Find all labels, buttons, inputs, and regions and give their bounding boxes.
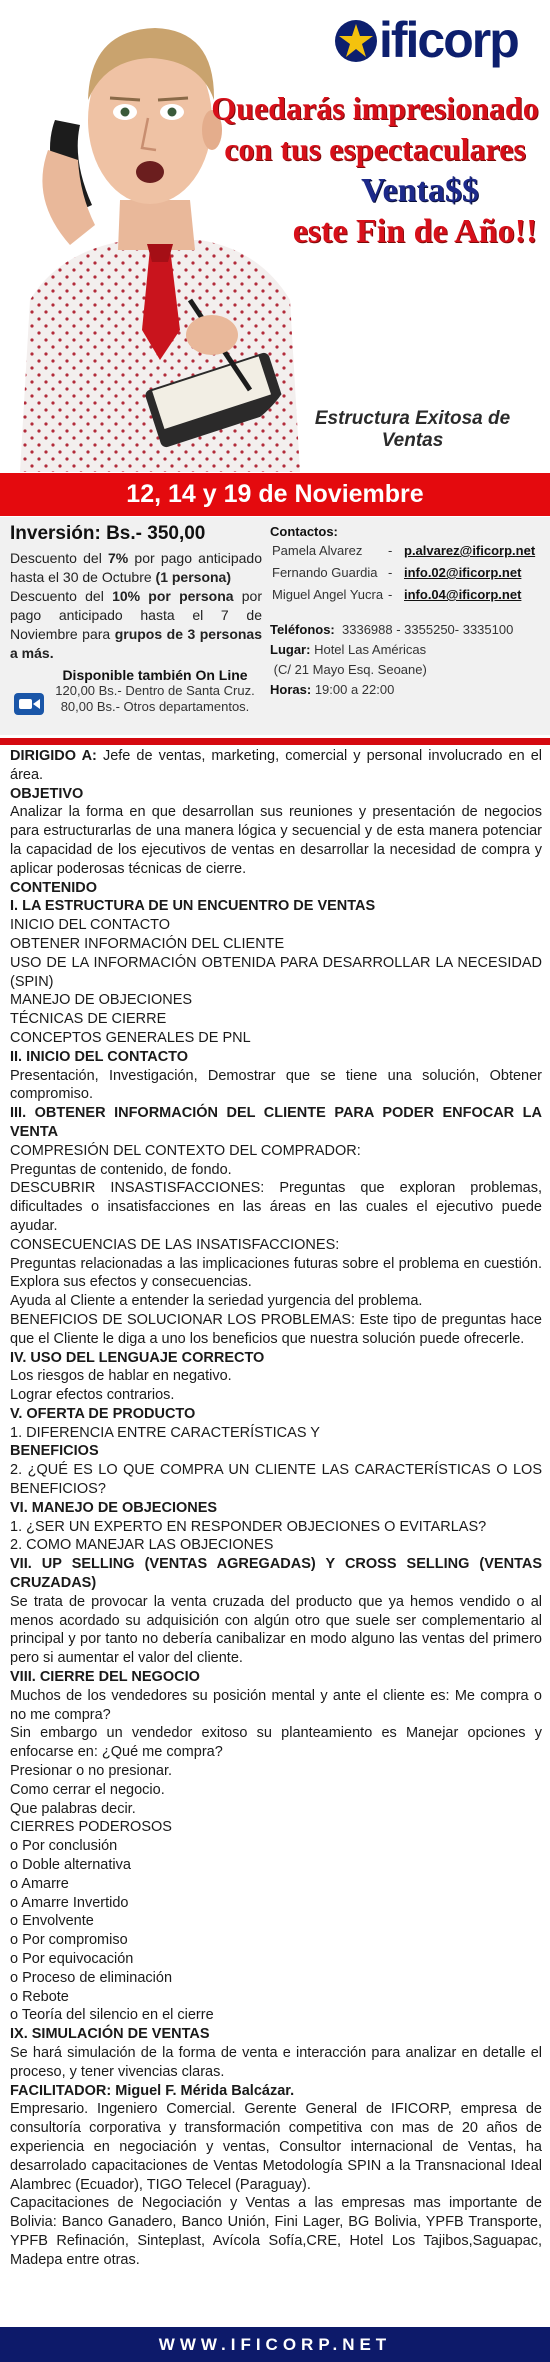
headline-line-3: Venta$$	[361, 172, 479, 209]
body-paragraph: CONCEPTOS GENERALES DE PNL	[10, 1029, 251, 1046]
body-paragraph: MANEJO DE OBJECIONES	[10, 992, 193, 1009]
section-heading: CONTENIDO	[10, 879, 97, 896]
body-paragraph: CONSECUENCIAS DE LAS INSATISFACCIONES:	[10, 1236, 340, 1253]
body-paragraph: o Envolvente	[10, 1913, 94, 1930]
body-paragraph: 2. ¿QUÉ ES LO QUE COMPRA UN CLIENTE LAS CARACTERÍSTICAS O LOS BENEFICIOS?	[10, 1462, 542, 1498]
section-heading: BENEFICIOS	[10, 1443, 99, 1460]
contact-email-link[interactable]: p.alvarez@ificorp.net	[404, 543, 536, 558]
course-content	[10, 747, 542, 2270]
hours-label: Horas:	[270, 682, 312, 697]
section-heading: II. INICIO DEL CONTACTO	[10, 1048, 189, 1065]
body-paragraph: Preguntas de contenido, de fondo.	[10, 1161, 232, 1178]
website-footer[interactable]: WWW.IFICORP.NET	[0, 2327, 550, 2362]
online-block	[10, 667, 262, 727]
body-paragraph: 1. DIFERENCIA ENTRE CARACTERÍSTICAS Y	[10, 1424, 320, 1441]
body-paragraph: Lograr efectos contrarios.	[10, 1387, 175, 1404]
body-paragraph: o Por compromiso	[10, 1932, 128, 1949]
place-row	[270, 640, 545, 660]
contact-dash: -	[388, 543, 393, 558]
video-camera-icon	[14, 693, 44, 715]
section-heading: VIII. CIERRE DEL NEGOCIO	[10, 1669, 200, 1686]
tagline: Estructura Exitosa de Ventas	[314, 408, 511, 451]
online-text	[48, 667, 262, 715]
phones-label: Teléfonos:	[270, 622, 335, 637]
headline-line-4: este Fin de Año!!	[292, 213, 538, 250]
body-paragraph: INICIO DEL CONTACTO	[10, 917, 171, 934]
body-paragraph: Sin embargo un vendedor exitoso su planteamiento es Manejar opciones y enfocarse en: ¿Qué me compra?	[10, 1725, 542, 1761]
section-heading: V. OFERTA DE PRODUCTO	[10, 1405, 196, 1422]
contact-name: Fernando Guardia	[272, 565, 378, 580]
pricing-block	[10, 523, 262, 663]
body-paragraph: BENEFICIOS DE SOLUCIONAR LOS PROBLEMAS: Este tipo de preguntas hace que el Cliente le diga a uno los beneficios que nuestra solución puede ofrecerle.	[10, 1311, 542, 1347]
discount-early: Descuento del 7% por pago anticipado hasta el 30 de Octubre (1 persona)	[10, 550, 262, 585]
address-row	[270, 660, 545, 680]
body-paragraph: o Amarre	[10, 1875, 69, 1892]
online-title: Disponible también On Line	[62, 667, 248, 683]
contacts-label: Contactos:	[270, 524, 338, 539]
contact-name: Pamela Alvarez	[272, 543, 363, 558]
body-paragraph: Como cerrar el negocio.	[10, 1781, 165, 1798]
body-paragraph: o Por conclusión	[10, 1838, 118, 1855]
body-paragraph: o Teoría del silencio en el cierre	[10, 2007, 214, 2024]
body-paragraph: o Amarre Invertido	[10, 1894, 129, 1911]
body-paragraph: CIERRES PODEROSOS	[10, 1819, 172, 1836]
body-paragraph: Empresario. Ingeniero Comercial. Gerente General de IFICORP, empresa de consultoría corporativa y transformación competitiva con mas de 20 años de experiencia en negociación y ventas, Consultor internacional de Ventas, ha desarrolado capacitaciones de Ventas Metodología SPIN a la Transnacional Ideal Alambrec (Ecuador), TIGO Telecel (Paraguay).	[10, 2101, 542, 2193]
red-divider	[0, 738, 550, 745]
section-heading: IX. SIMULACIÓN DE VENTAS	[10, 2026, 210, 2043]
contact-dash: -	[388, 587, 393, 602]
online-price-local: 120,00 Bs.- Dentro de Santa Cruz.	[55, 683, 255, 698]
body-paragraph	[10, 747, 542, 785]
body-paragraph: Presionar o no presionar.	[10, 1763, 173, 1780]
place: Hotel Las Américas	[314, 642, 427, 657]
body-paragraph: Que palabras decir.	[10, 1800, 136, 1817]
headline-line-1: Quedarás impresionado	[211, 90, 539, 126]
lead-label: DIRIGIDO A:	[10, 748, 97, 764]
phones: 3336988 - 3355250- 3335100	[342, 622, 514, 637]
section-heading: VII. UP SELLING (VENTAS AGREGADAS) Y CROSS SELLING (VENTAS CRUZADAS)	[10, 1556, 542, 1592]
address: (C/ 21 Mayo Esq. Seoane)	[273, 662, 427, 677]
place-label: Lugar:	[270, 642, 311, 657]
contact-block	[270, 523, 545, 700]
info-box	[0, 517, 550, 735]
body-paragraph: Los riesgos de hablar en negativo.	[10, 1368, 232, 1385]
section-heading: VI. MANEJO DE OBJECIONES	[10, 1499, 218, 1516]
body-paragraph: o Por equivocación	[10, 1951, 134, 1967]
hours-row	[270, 680, 545, 700]
hours: 19:00 a 22:00	[314, 682, 395, 697]
contact-row	[270, 562, 545, 584]
section-heading: III. OBTENER INFORMACIÓN DEL CLIENTE PARA PODER ENFOCAR LA VENTA	[10, 1105, 542, 1140]
body-paragraph: o Doble alternativa	[10, 1857, 131, 1874]
body-paragraph: 1. ¿SER UN EXPERTO EN RESPONDER OBJECIONES O EVITARLAS?	[10, 1518, 487, 1535]
lead-text: Jefe de ventas, marketing, comercial y personal involucrado en el área.	[10, 748, 542, 783]
contact-name: Miguel Angel Yucra	[272, 587, 384, 602]
hero-banner	[0, 0, 550, 472]
body-paragraph: o Proceso de eliminación	[10, 1969, 173, 1986]
star-globe-icon	[333, 18, 379, 64]
body-paragraph: Muchos de los vendedores su posición mental y ante el cliente es: Me compra o no me compra?	[10, 1687, 542, 1723]
headline-line-2: con tus espectaculares	[224, 131, 526, 167]
body-paragraph: DESCUBRIR INSASTISFACCIONES: Preguntas que exploran problemas, dificultades o insatisfacciones en las áreas en las cuales el ejecutivo puede ayudar.	[10, 1180, 542, 1234]
section-heading: OBJETIVO	[10, 785, 84, 802]
body-paragraph: OBTENER INFORMACIÓN DEL CLIENTE	[10, 935, 285, 952]
discount-group: Descuento del 10% por persona por pago anticipado hasta el 7 de Noviembre para grupos de 3 personas a más.	[10, 588, 262, 661]
body-paragraph: Ayuda al Cliente a entender la seriedad yurgencia del problema.	[10, 1293, 423, 1310]
body-paragraph: USO DE LA INFORMACIÓN OBTENIDA PARA DESARROLLAR LA NECESIDAD (SPIN)	[10, 954, 542, 990]
section-heading: FACILITADOR: Miguel F. Mérida Balcázar.	[10, 2082, 295, 2099]
section-heading: IV. USO DEL LENGUAJE CORRECTO	[10, 1349, 265, 1366]
contact-email-link[interactable]: info.02@ificorp.net	[404, 565, 522, 580]
body-paragraph: Capacitaciones de Negociación y Ventas a las empresas mas importante de Bolivia: Banco Ganadero, Banco Unión, Fini Lager, BG Bolivia, YPFB Transporte, YPFB Refinación, Sinteplast, Avícola Sofía,CRE, Hotel Los Tajibos,Saguapac, Madepa entre otras.	[10, 2195, 542, 2268]
date-bar: 12, 14 y 19 de Noviembre	[0, 473, 550, 516]
body-paragraph: 2. COMO MANEJAR LAS OBJECIONES	[10, 1537, 274, 1554]
contact-row	[270, 540, 545, 562]
ificorp-logo	[333, 12, 543, 68]
body-paragraph: Analizar la forma en que desarrollan sus reuniones y presentación de negocios para estructurarlas de una manera lógica y secuencial y de esta manera potenciar la capacidad de los ejecutivos de ventas en desarrollar la necesidad de compra y aplicar poderosas técnicas de cierre.	[10, 804, 542, 877]
details	[270, 620, 545, 700]
body-paragraph: o Rebote	[10, 1988, 69, 2005]
body-paragraph: TÉCNICAS DE CIERRE	[10, 1011, 167, 1028]
body-paragraph: Presentación, Investigación, Demostrar que se tiene una solución, Obtener compromiso.	[10, 1067, 542, 1103]
online-price-other: 80,00 Bs.- Otros departamentos.	[60, 699, 250, 714]
contact-dash: -	[388, 565, 393, 580]
body-paragraph: Se hará simulación de la forma de venta e interacción para analizar en detalle el proceso, y tener vivencias claras.	[10, 2044, 542, 2080]
phones-row	[270, 620, 545, 640]
headline	[200, 88, 550, 252]
body-paragraph: COMPRESIÓN DEL CONTEXTO DEL COMPRADOR:	[10, 1142, 361, 1159]
contact-email-link[interactable]: info.04@ificorp.net	[404, 587, 522, 602]
body-paragraph: Se trata de provocar la venta cruzada del producto que ya hemos vendido o al menos acordado su adquisición con algún otro que suele ser complementario al principal y por tanto no debería canibalizar en modo alguno las ventas del primero pero si aumentar el valor del cliente.	[10, 1593, 542, 1667]
section-heading: I. LA ESTRUCTURA DE UN ENCUENTRO DE VENTAS	[10, 898, 376, 915]
contact-row	[270, 584, 545, 606]
logo-text: ificorp	[379, 12, 518, 68]
price: Inversión: Bs.- 350,00	[10, 523, 206, 544]
body-paragraph: Preguntas relacionadas a las implicaciones futuras sobre el problema en cuestión. Explora sus efectos y consecuencias.	[10, 1255, 542, 1291]
